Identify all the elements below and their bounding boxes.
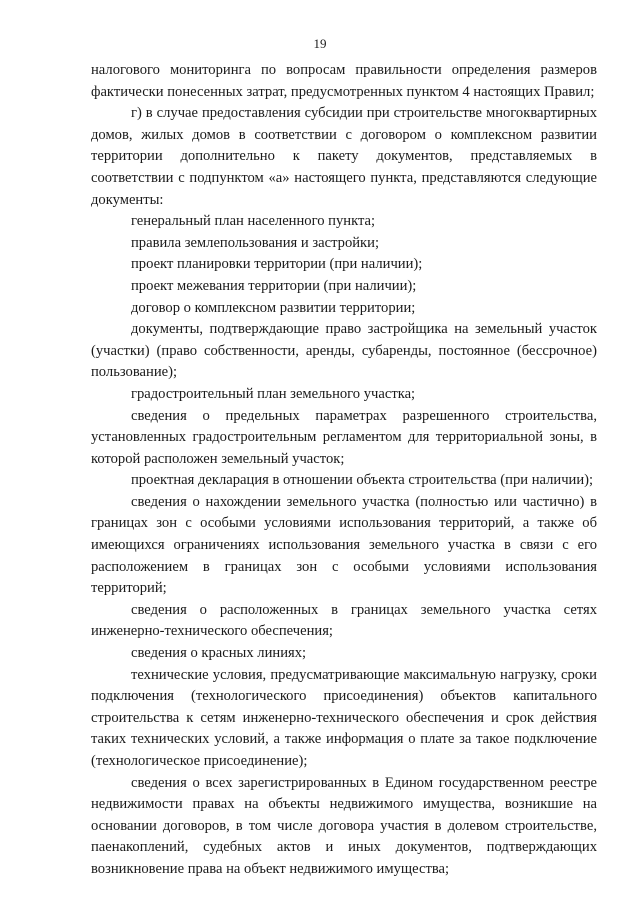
document-paragraph: сведения о предельных параметрах разрешенного строительства, установленных градостроительным регламентом для территориальной зоны, в которой расположен земельный участок; bbox=[91, 407, 597, 467]
document-paragraph: сведения о красных линиях; bbox=[131, 645, 307, 662]
document-paragraph: генеральный план населенного пункта; bbox=[131, 213, 376, 230]
document-paragraph: проектная декларация в отношении объекта строительства (при наличии); bbox=[131, 472, 594, 489]
page-number: 19 bbox=[313, 36, 327, 51]
document-paragraph: сведения о расположенных в границах земельного участка сетях инженерно-технического обеспечения; bbox=[91, 601, 597, 640]
document-paragraph: проект межевания территории (при наличии); bbox=[131, 277, 417, 294]
document-paragraph: правила землепользования и застройки; bbox=[131, 234, 380, 251]
document-paragraph: г) в случае предоставления субсидии при строительстве многоквартирных домов, жилых домов в соответствии с договором о комплексном развитии территории дополнительно к пакету документов, представляемых в соответствии с подпунктом «а» настоящего пункта, представляются следующие документы: bbox=[91, 105, 597, 208]
document-body bbox=[91, 60, 597, 881]
document-paragraph: проект планировки территории (при наличии); bbox=[131, 256, 423, 273]
document-paragraph: технические условия, предусматривающие максимальную нагрузку, сроки подключения (технологического присоединения) объектов капитального строительства к сетям инженерно-технического обеспечения и срок действия таких технических условий, а также информация о плате за такое подключение (технологическое присоединение); bbox=[91, 666, 597, 769]
document-paragraph: сведения о всех зарегистрированных в Едином государственном реестре недвижимости правах на объекты недвижимого имущества, возникшие на основании договоров, в том числе договора участия в долевом строительстве, паенакоплений, судебных актов и иных документов, подтверждающих возникновение права на объект недвижимого имущества; bbox=[91, 774, 597, 877]
document-paragraph: договор о комплексном развитии территории; bbox=[131, 299, 416, 316]
document-paragraph: сведения о нахождении земельного участка (полностью или частично) в границах зон с особыми условиями использования территорий, а также об имеющихся ограничениях использования земельного участка в связи с его расположением в границах зон с особыми условиями использования территорий; bbox=[91, 493, 597, 597]
document-paragraph: документы, подтверждающие право застройщика на земельный участок (участки) (право собственности, аренды, субаренды, постоянное (бессрочное) пользование); bbox=[91, 321, 597, 381]
document-paragraph: градостроительный план земельного участка; bbox=[131, 385, 416, 402]
document-paragraph: налогового мониторинга по вопросам правильности определения размеров фактически понесенных затрат, предусмотренных пунктом 4 настоящих Правил; bbox=[91, 62, 597, 100]
